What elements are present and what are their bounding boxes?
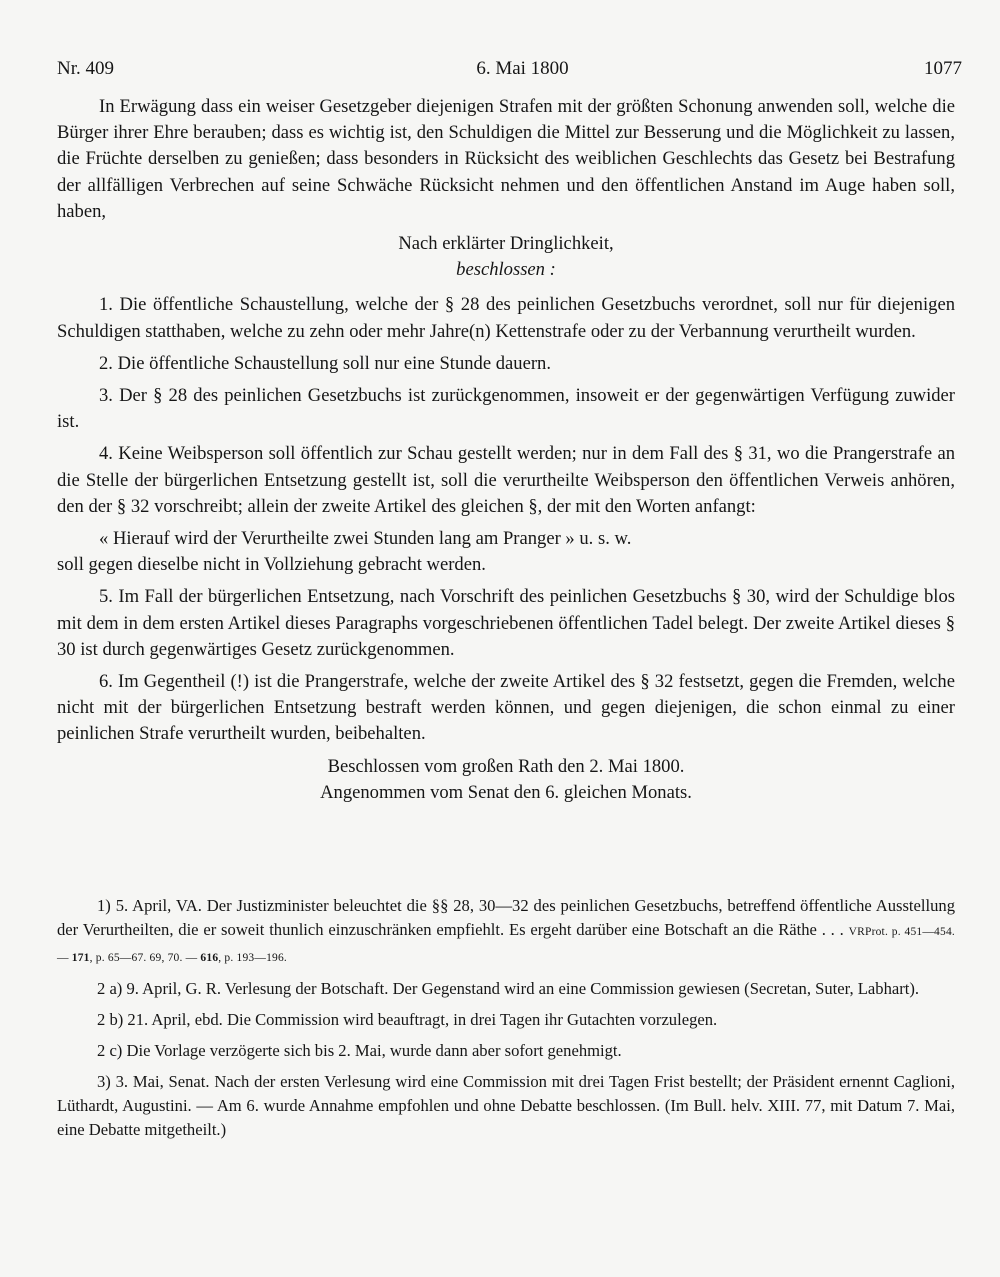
signature-senate: Angenommen vom Senat den 6. gleichen Monats. [320, 781, 692, 803]
signature-grand-council: Beschlossen vom großen Rath den 2. Mai 1800. [327, 755, 685, 777]
note-2b: 2 b) 21. April, ebd. Die Commission wird beauftragt, in drei Tagen ihr Gutachten vorzulegen. [97, 1010, 718, 1029]
note-3: 3) 3. Mai, Senat. Nach der ersten Verlesung wird eine Commission mit drei Tagen Frist bestellt; der Präsident ernennt Caglioni, Lüthardt, Augustini. — Am 6. wurde Annahme empfohlen und ohne Debatte beschlossen. (Im Bull. helv. XIII. 77, mit Datum 7. Mai, eine Debatte mitgetheilt.) [57, 1072, 955, 1139]
note-1-text: 1) 5. April, VA. Der Justizminister beleuchtet die §§ 28, 30—32 des peinlichen Gesetzbuchs, betreffend öffentliche Ausstellung der Verurtheilten, die er soweit thunlich einzuschränken empfiehlt. Es ergeht darüber eine Botschaft an die Räthe . . . [57, 896, 955, 939]
note-1-ref-b: 171 [71, 952, 90, 964]
article-4-end: soll gegen dieselbe nicht in Vollziehung gebracht werden. [57, 554, 486, 576]
article-6: 6. Im Gegentheil (!) ist die Prangerstrafe, welche der zweite Artikel des § 32 festsetzt, gegen die Fremden, welche nicht mit der bürgerlichen Entsetzung bestraft werden können, und gegen diejenigen, die schon einmal zu einer peinlichen Strafe verurtheilt wurden, beibehalten. [57, 671, 955, 745]
article-1: 1. Die öffentliche Schaustellung, welche der § 28 des peinlichen Gesetzbuchs verordnet, soll nur für diejenigen Schuldigen statthaben, welche zu zehn oder mehr Jahre(n) Kettenstrafe oder zu der Verbannung verurtheilt wurden. [57, 294, 955, 342]
urgency-line: Nach erklärter Dringlichkeit, [398, 233, 614, 255]
article-2: 2. Die öffentliche Schaustellung soll nur eine Stunde dauern. [99, 352, 551, 374]
article-5: 5. Im Fall der bürgerlichen Entsetzung, nach Vorschrift des peinlichen Gesetzbuchs § 30, wird der Schuldige blos mit dem in dem ersten Artikel dieses Paragraphs vorgeschriebenen öffentlichen Tadel belegt. Der zweite Artikel dieses § 30 ist durch gegenwärtiges Gesetz zurückgenommen. [57, 586, 955, 660]
document-number: Nr. 409 [57, 58, 114, 79]
page-header [57, 58, 962, 82]
preamble-paragraph: In Erwägung dass ein weiser Gesetzgeber diejenigen Strafen mit der größten Schonung anwenden soll, welche die Bürger ihrer Ehre berauben; dass es wichtig ist, den Schuldigen die Mittel zur Besserung und die Möglichkeit zu lassen, die Früchte derselben zu genießen; dass besonders in Rücksicht des weiblichen Geschlechts das Gesetz bei Bestrafung der allfälligen Verbrechen auf seine Schwäche Rücksicht nehmen und den öffentlichen Anstand im Auge haben soll, haben, [57, 96, 955, 222]
note-2c: 2 c) Die Vorlage verzögerte sich bis 2. Mai, wurde dann aber sofort genehmigt. [97, 1041, 622, 1060]
article-4-quote: « Hierauf wird der Verurtheilte zwei Stunden lang am Pranger » u. s. w. [99, 528, 632, 550]
note-1-ref-a: VRProt. p. 451—454. — [57, 926, 955, 964]
note-1-ref-e: , p. 193—196. [218, 952, 288, 964]
article-4: 4. Keine Weibsperson soll öffentlich zur Schau gestellt werden; nur in dem Fall des § 31, wo die Prangerstrafe an die Stelle der bürgerlichen Entsetzung gestellt ist, soll die verurtheilte Weibsperson den öffentlichen Verweis anhören, den der § 32 vorschreibt; allein der zweite Artikel des gleichen §, der mit den Worten anfangt: [57, 443, 955, 517]
main-text [57, 94, 955, 806]
document-date: 6. Mai 1800 [476, 58, 569, 79]
note-2a: 2 a) 9. April, G. R. Verlesung der Botschaft. Der Gegenstand wird an eine Commission gewiesen (Secretan, Suter, Labhart). [97, 979, 920, 998]
note-1 [57, 894, 955, 970]
footnotes [57, 894, 955, 1142]
note-1-ref-d: 616 [200, 952, 219, 964]
article-3: 3. Der § 28 des peinlichen Gesetzbuchs ist zurückgenommen, insoweit er der gegenwärtigen Verfügung zuwider ist. [57, 385, 955, 433]
note-1-ref-c: , p. 65—67. 69, 70. — [89, 952, 201, 964]
resolved-line: beschlossen : [456, 259, 556, 281]
page-number: 1077 [924, 58, 962, 79]
